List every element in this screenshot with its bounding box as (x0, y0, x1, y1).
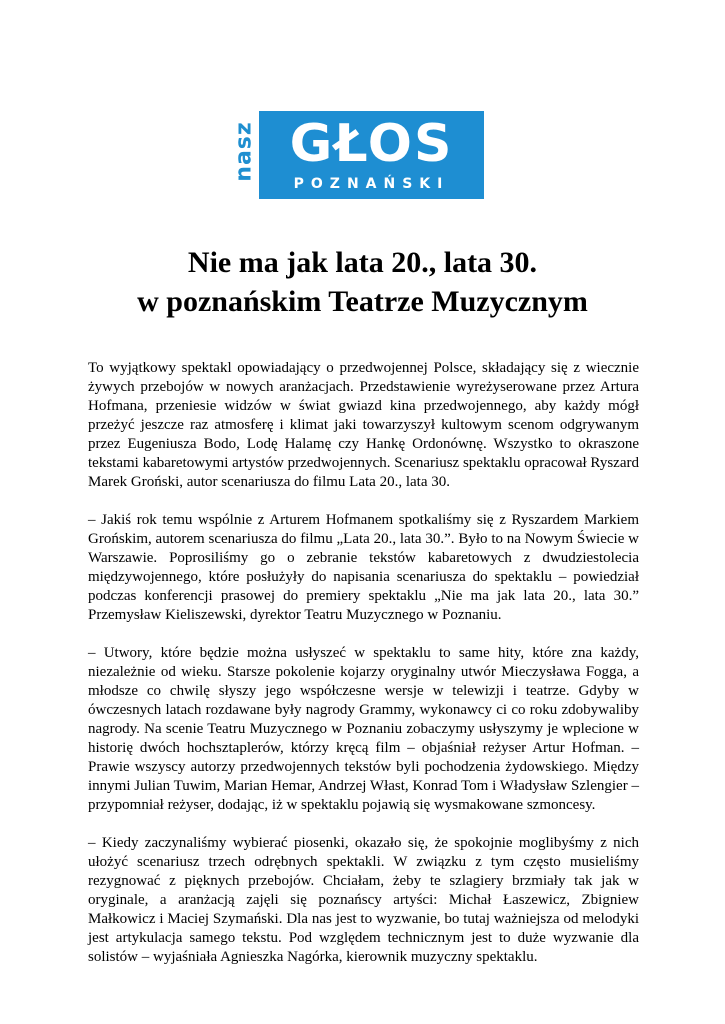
article-title (60, 243, 665, 321)
logo-main-text: GŁOS (289, 114, 454, 174)
logo-side-text (231, 104, 257, 199)
paragraph-3: – Utwory, które będzie można usłyszeć w spektaklu to same hity, które zna każdy, niezależnie od wieku. Starsze pokolenie kojarzy oryginalny utwór Mieczysława Fogga, a młodsze co chwilę słyszy jego współczesne wersje w telewizji i teatrze. Gdyby w ówczesnych latach rozdawane były nagrody Grammy, wykonawcy ci co roku zdobywaliby nagrody. Na scenie Teatru Muzycznego w Poznaniu zobaczymy usłyszymy je wplecione w historię dwóch hochsztaplerów, którzy kręcą film – objaśniał reżyser Artur Hofman. – Prawie wszyscy autorzy przedwojennych tekstów byli pochodzenia żydowskiego. Między innymi Julian Tuwim, Marian Hemar, Andrzej Włast, Konrad Tom i Władysław Szlengier – przypomniał reżyser, dodając, iż w spektaklu pojawią się wysmakowane szmoncesy. (88, 645, 639, 813)
logo-side-label: nasz (231, 121, 257, 182)
paragraph-4: – Kiedy zaczynaliśmy wybierać piosenki, okazało się, że spokojnie moglibyśmy z nich ułożyć scenariusz trzech odrębnych spektakli. W związku z tym często musieliśmy rezygnować z pięknych przebojów. Chciałam, żeby te szlagiery brzmiały tak jak w oryginale, a aranżacją zajęli się poznańscy artyści: Michał Łaszewicz, Zbigniew Małkowicz i Maciej Szymański. Dla nas jest to wyzwanie, bo tutaj ważniejsza od melodyki jest artykulacja samego tekstu. Pod względem technicznym jest to duże wyzwanie dla solistów – wyjaśniała Agnieszka Nagórka, kierownik muzyczny spektaklu. (88, 835, 639, 965)
article-body (88, 359, 639, 986)
nasz-glos-poznanski-logo (231, 104, 484, 199)
paragraph-2: – Jakiś rok temu wspólnie z Arturem Hofmanem spotkaliśmy się z Ryszardem Markiem Grońskim, autorem scenariusza do filmu „Lata 20., lata 30.”. Było to na Nowym Świecie w Warszawie. Poprosiliśmy go o zebranie tekstów kabaretowych z dwudziestolecia międzywojennego, które posłużyły do napisania scenariusza do spektaklu – powiedział podczas konferencji prasowej do premiery spektaklu „Nie ma jak lata 20., lata 30.” Przemysław Kieliszewski, dyrektor Teatru Muzycznego w Poznaniu. (88, 512, 639, 623)
title-line-1: Nie ma jak lata 20., lata 30. (187, 246, 538, 279)
logo-sub-text: POZNAŃSKI (293, 176, 450, 192)
title-line-2: w poznańskim Teatrze Muzycznym (137, 285, 588, 318)
paragraph-1: To wyjątkowy spektakl opowiadający o przedwojennej Polsce, składający się z wiecznie żywych przebojów w nowych aranżacjach. Przedstawienie wyreżyserowane przez Artura Hofmana, przeniesie widzów w świat gwiazd kina przedwojennego, aby każdy mógł przeżyć jeszcze raz atmosferę i klimat jaki towarzyszył kultowym scenom odgrywanym przez Eugeniusza Bodo, Lodę Halamę czy Hankę Ordonównę. Wszystko to okraszone tekstami kabaretowymi artystów przedwojennych. Scenariusz spektaklu opracował Ryszard Marek Groński, autor scenariusza do filmu Lata 20., lata 30. (88, 360, 639, 490)
logo-blue-box (259, 111, 484, 199)
